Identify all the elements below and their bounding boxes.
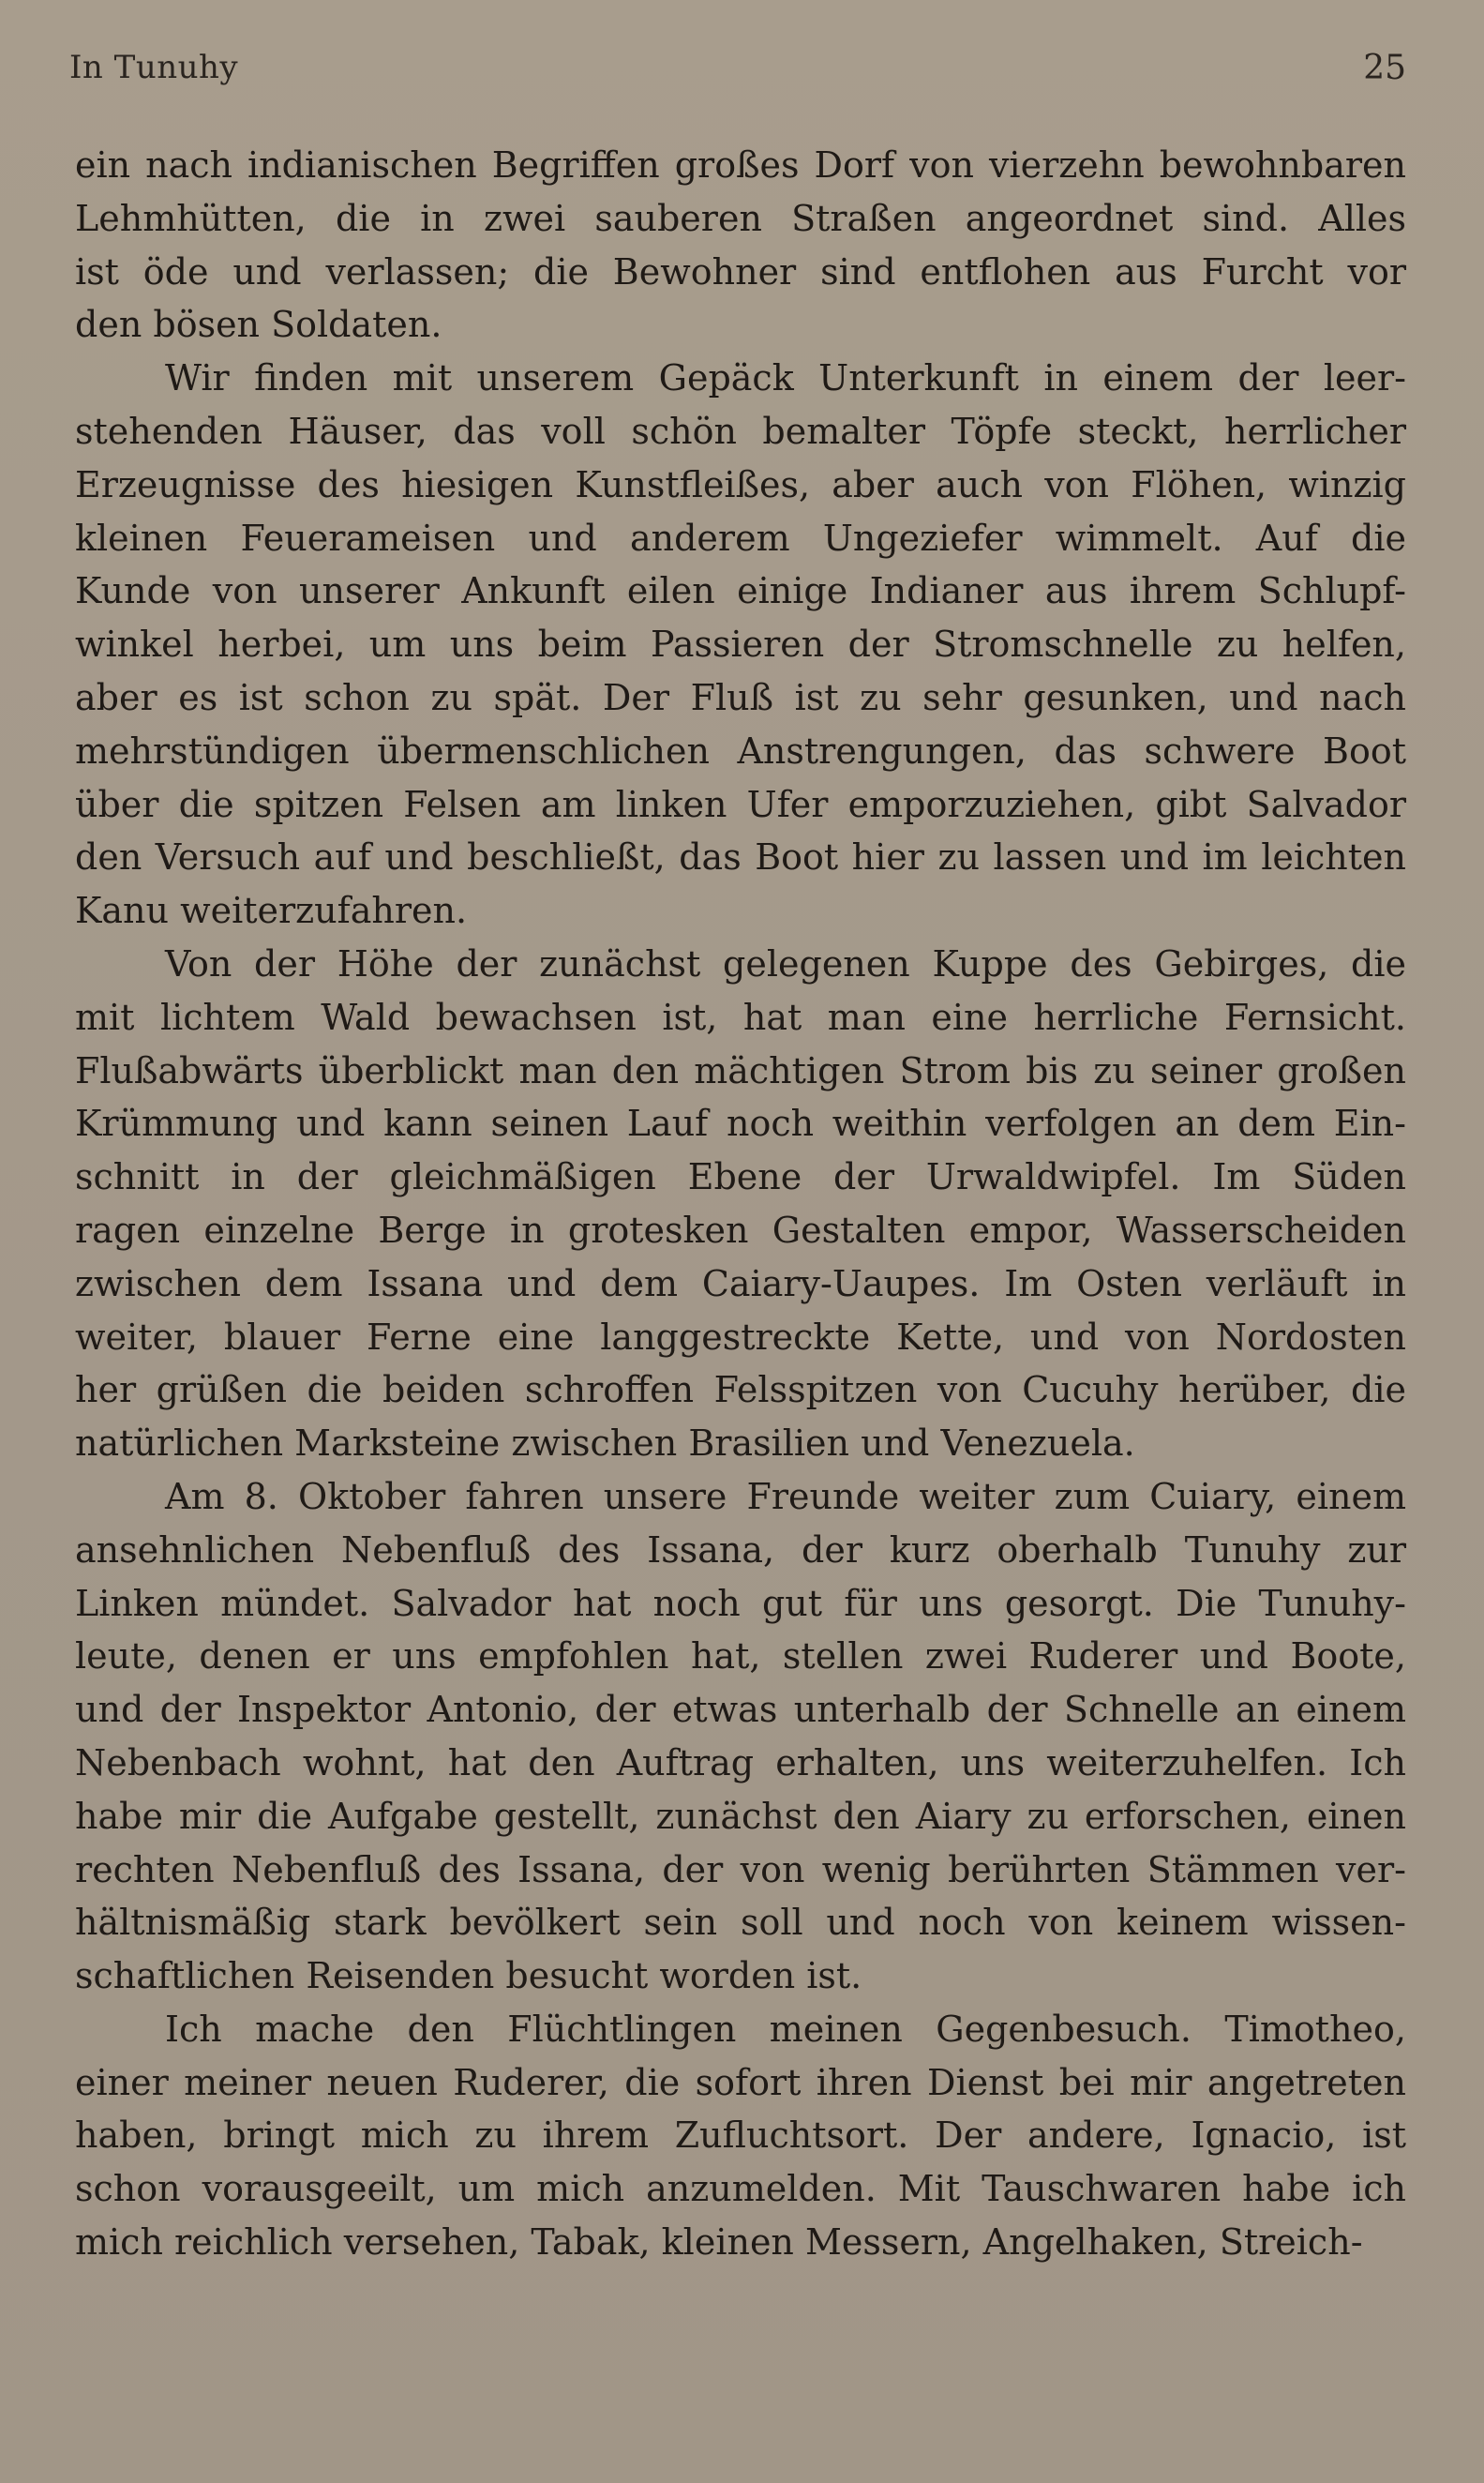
text-line: aber es ist schon zu spät. Der Fluß ist zu sehr gesunken, und nach: [75, 676, 1406, 718]
text-line: habe mir die Aufgabe gestellt, zunächst den Aiary zu erforschen, einen: [75, 1795, 1406, 1837]
text-line: hältnismäßig stark bevölkert sein soll und noch von keinem wissen-: [75, 1902, 1406, 1944]
text-line: Ich mache den Flüchtlingen meinen Gegenbesuch. Timotheo,: [165, 2008, 1406, 2050]
text-line: den bösen Soldaten.: [75, 304, 442, 346]
text-line: ragen einzelne Berge in grotesken Gestalten empor, Wasserscheiden: [75, 1209, 1406, 1251]
text-line: Flußabwärts überblickt man den mächtigen Strom bis zu seiner großen: [75, 1049, 1406, 1091]
page-number: 25: [1363, 49, 1406, 87]
text-line: mit lichtem Wald bewachsen ist, hat man eine herrliche Fernsicht.: [75, 996, 1406, 1038]
text-line: weiter, blauer Ferne eine langgestreckte Kette, und von Nordosten: [75, 1316, 1406, 1358]
text-line: Erzeugnisse des hiesigen Kunstfleißes, aber auch von Flöhen, winzig: [75, 463, 1406, 505]
text-line: winkel herbei, um uns beim Passieren der Stromschnelle zu helfen,: [75, 624, 1406, 666]
text-line: mehrstündigen übermenschlichen Anstrengungen, das schwere Boot: [75, 730, 1406, 772]
text-line: Kanu weiterzufahren.: [75, 890, 468, 932]
text-line: Wir finden mit unserem Gepäck Unterkunft in einem der leer-: [165, 357, 1406, 399]
paragraph: [75, 1470, 1406, 2003]
text-line: kleinen Feuerameisen und anderem Ungeziefer wimmelt. Auf die: [75, 517, 1406, 559]
text-line: zwischen dem Issana und dem Caiary-Uaupes. Im Osten verläuft in: [75, 1262, 1406, 1304]
text-line: mich reichlich versehen, Tabak, kleinen Messern, Angelhaken, Streich-: [75, 2221, 1363, 2264]
text-line: Linken mündet. Salvador hat noch gut für uns gesorgt. Die Tunuhy-: [75, 1582, 1406, 1624]
text-line: über die spitzen Felsen am linken Ufer emporzuziehen, gibt Salvador: [75, 783, 1406, 825]
text-line: schnitt in der gleichmäßigen Ebene der Urwaldwipfel. Im Süden: [75, 1156, 1406, 1198]
text-line: leute, denen er uns empfohlen hat, stellen zwei Ruderer und Boote,: [75, 1635, 1406, 1678]
paragraph: [75, 2003, 1406, 2269]
paragraph: [75, 352, 1406, 938]
text-line: einer meiner neuen Ruderer, die sofort ihren Dienst bei mir angetreten: [75, 2061, 1406, 2103]
text-line: natürlichen Marksteine zwischen Brasilien und Venezuela.: [75, 1422, 1135, 1465]
text-line: Krümmung und kann seinen Lauf noch weithin verfolgen an dem Ein-: [75, 1103, 1406, 1145]
paragraph: [75, 938, 1406, 1470]
text-line: rechten Nebenfluß des Issana, der von wenig berührten Stämmen ver-: [75, 1848, 1406, 1890]
text-line: her grüßen die beiden schroffen Felsspitzen von Cucuhy herüber, die: [75, 1369, 1406, 1411]
text-line: ist öde und verlassen; die Bewohner sind entflohen aus Furcht vor: [75, 250, 1406, 293]
running-header: [69, 49, 1406, 96]
text-line: haben, bringt mich zu ihrem Zufluchtsort. Der andere, Ignacio, ist: [75, 2114, 1406, 2157]
text-line: stehenden Häuser, das voll schön bemalter Töpfe steckt, herrlicher: [75, 410, 1406, 452]
text-line: ansehnlichen Nebenfluß des Issana, der kurz oberhalb Tunuhy zur: [75, 1528, 1406, 1571]
text-line: Lehmhütten, die in zwei sauberen Straßen angeordnet sind. Alles: [75, 197, 1406, 239]
text-line: ein nach indianischen Begriffen großes Dorf von vierzehn bewohnbaren: [75, 144, 1406, 186]
running-title: In Tunuhy: [69, 49, 239, 86]
text-line: Von der Höhe der zunächst gelegenen Kuppe des Gebirges, die: [165, 942, 1406, 985]
text-line: schon vorausgeeilt, um mich anzumelden. Mit Tauschwaren habe ich: [75, 2168, 1406, 2210]
text-line: Nebenbach wohnt, hat den Auftrag erhalten, uns weiterzuhelfen. Ich: [75, 1741, 1406, 1783]
paragraph: [75, 139, 1406, 352]
text-line: schaftlichen Reisenden besucht worden ist.: [75, 1955, 862, 1997]
text-line: und der Inspektor Antonio, der etwas unterhalb der Schnelle an einem: [75, 1689, 1406, 1731]
text-line: Kunde von unserer Ankunft eilen einige Indianer aus ihrem Schlupf-: [75, 570, 1406, 612]
body-text: [75, 139, 1406, 2269]
text-line: den Versuch auf und beschließt, das Boot hier zu lassen und im leichten: [75, 836, 1406, 879]
text-line: Am 8. Oktober fahren unsere Freunde weiter zum Cuiary, einem: [165, 1475, 1406, 1517]
